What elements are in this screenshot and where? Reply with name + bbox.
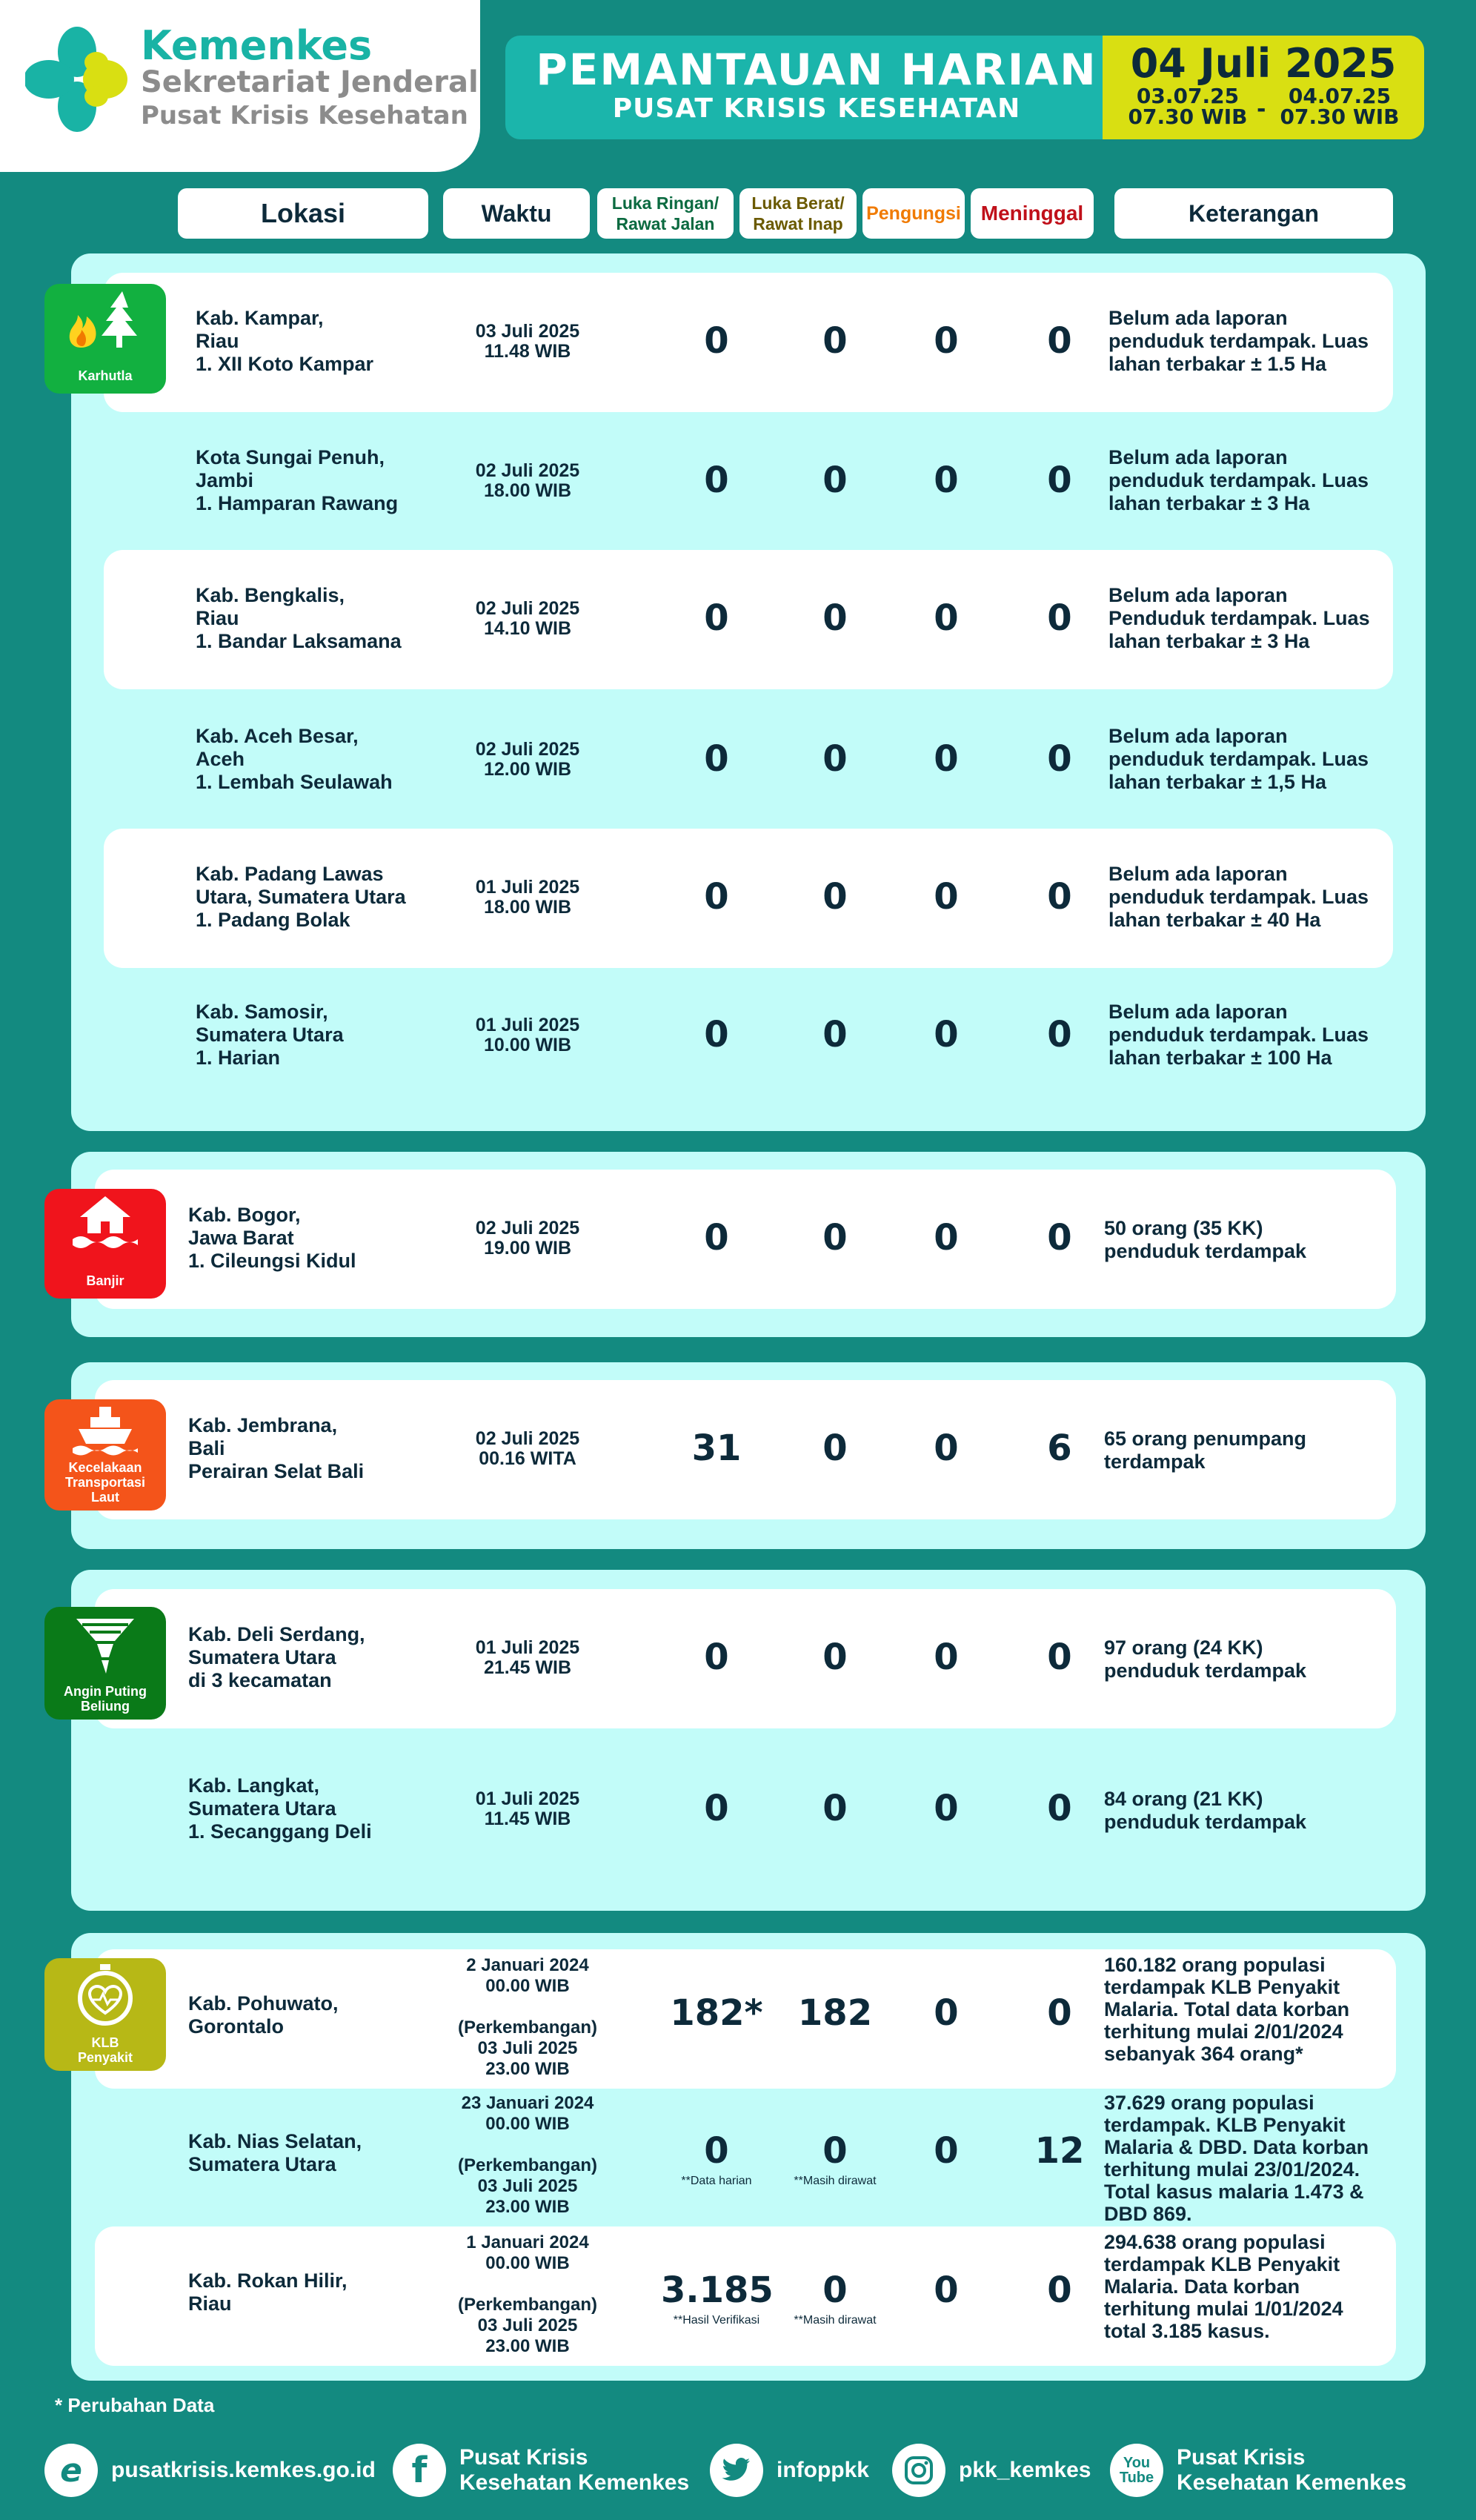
column-header-pengungsi: Pengungsi xyxy=(862,188,965,239)
value-pengungsi: 0 xyxy=(934,1637,959,1678)
column-header-luka-berat: Luka Berat/ Rawat Inap xyxy=(739,188,857,239)
org-line3: Pusat Krisis Kesehatan xyxy=(141,101,468,130)
row-location: Kab. Jembrana, Bali Perairan Selat Bali xyxy=(188,1414,365,1482)
footnote: * Perubahan Data xyxy=(55,2394,215,2416)
value-luka-berat: 0 xyxy=(822,1217,848,1259)
incident-section xyxy=(71,1152,1426,1337)
footer-twitter-text: infoppkk xyxy=(777,2458,869,2482)
value-luka-ringan: 0 xyxy=(704,1217,729,1259)
logo-panel xyxy=(0,0,480,172)
category-badge xyxy=(44,284,166,394)
row-time: 02 Juli 2025 00.16 WITA xyxy=(475,1428,580,1469)
category-badge xyxy=(44,1189,166,1299)
value-luka-berat: 0 xyxy=(822,320,848,362)
title-banner xyxy=(505,36,1424,139)
row-keterangan: Belum ada laporan penduduk terdampak. Luas lahan terbakar ± 100 Ha xyxy=(1108,1001,1369,1069)
footer-instagram-text: pkk_kemkes xyxy=(959,2458,1091,2482)
category-badge xyxy=(44,1607,166,1720)
value-pengungsi: 0 xyxy=(934,1014,959,1055)
category-label: Karhutla xyxy=(78,368,133,383)
table-row xyxy=(104,412,1393,551)
column-header-meninggal: Meninggal xyxy=(971,188,1094,239)
row-time: 02 Juli 2025 19.00 WIB xyxy=(475,1218,580,1259)
row-time: 02 Juli 2025 14.10 WIB xyxy=(475,598,580,639)
value-luka-berat: 0 xyxy=(822,1014,848,1055)
value-luka-berat: 0 xyxy=(822,2269,848,2311)
row-time: 01 Juli 2025 10.00 WIB xyxy=(475,1015,580,1055)
value-luka-ringan: 0 xyxy=(704,320,729,362)
ship-accident-icon xyxy=(44,1404,166,1459)
value-pengungsi: 0 xyxy=(934,320,959,362)
row-location: Kab. Bengkalis, Riau 1. Bandar Laksamana xyxy=(196,584,402,652)
instagram-icon xyxy=(892,2444,945,2497)
range-from: 03.07.25 07.30 WIB xyxy=(1128,84,1248,129)
row-time: 02 Juli 2025 12.00 WIB xyxy=(475,739,580,780)
value-meninggal: 0 xyxy=(1047,460,1072,501)
value-pengungsi: 0 xyxy=(934,738,959,780)
row-time: 01 Juli 2025 11.45 WIB xyxy=(475,1788,580,1829)
page-subtitle: PUSAT KRISIS KESEHATAN xyxy=(612,93,1021,124)
org-name: Kemenkes xyxy=(141,22,373,69)
value-luka-ringan: 182* xyxy=(670,1992,763,2034)
row-location: Kab. Kampar, Riau 1. XII Koto Kampar xyxy=(196,307,374,375)
category-label: Angin Puting Beliung xyxy=(64,1684,147,1714)
value-luka-ringan: 0 xyxy=(704,738,729,780)
value-meninggal: 0 xyxy=(1047,1992,1072,2034)
row-location: Kab. Rokan Hilir, Riau xyxy=(188,2269,348,2315)
category-label: Banjir xyxy=(86,1273,124,1288)
table-row xyxy=(95,2226,1396,2366)
value-pengungsi: 0 xyxy=(934,2269,959,2311)
value-luka-berat: 0 xyxy=(822,876,848,918)
value-pengungsi: 0 xyxy=(934,2130,959,2172)
value-meninggal: 0 xyxy=(1047,1788,1072,1829)
row-keterangan: Belum ada laporan penduduk terdampak. Luas lahan terbakar ± 1,5 Ha xyxy=(1108,725,1369,793)
value-luka-berat: 0 xyxy=(822,1788,848,1829)
value-luka-ringan: 0 xyxy=(704,1637,729,1678)
value-pengungsi: 0 xyxy=(934,1992,959,2034)
value-luka-berat: 0 xyxy=(822,597,848,639)
column-header-luka-ringan: Luka Ringan/ Rawat Jalan xyxy=(597,188,734,239)
row-keterangan: Belum ada laporan penduduk terdampak. Luas lahan terbakar ± 40 Ha xyxy=(1108,863,1369,931)
value-luka-berat: 0 xyxy=(822,460,848,501)
range-to: 04.07.25 07.30 WIB xyxy=(1280,84,1400,129)
row-keterangan: 65 orang penumpang terdampak xyxy=(1104,1428,1307,1473)
row-location: Kab. Pohuwato, Gorontalo xyxy=(188,1992,339,2037)
row-keterangan: Belum ada laporan penduduk terdampak. Luas lahan terbakar ± 1.5 Ha xyxy=(1108,307,1369,375)
table-row xyxy=(95,2087,1396,2226)
row-location: Kab. Padang Lawas Utara, Sumatera Utara 1. Padang Bolak xyxy=(196,863,406,931)
value-meninggal: 6 xyxy=(1047,1428,1072,1469)
footer-instagram[interactable] xyxy=(892,2430,1091,2511)
forest-fire-icon xyxy=(44,288,166,355)
value-luka-ringan: 3.185 xyxy=(661,2269,774,2311)
value-luka-ringan: 0 xyxy=(704,460,729,501)
value-luka-berat: 0 xyxy=(822,1637,848,1678)
row-location: Kab. Bogor, Jawa Barat 1. Cileungsi Kidul xyxy=(188,1204,356,1272)
note-luka-berat: **Masih dirawat xyxy=(794,2314,877,2327)
value-luka-ringan: 0 xyxy=(704,1014,729,1055)
value-pengungsi: 0 xyxy=(934,460,959,501)
tornado-icon xyxy=(44,1611,166,1681)
footer-youtube-text: Pusat Krisis Kesehatan Kemenkes xyxy=(1177,2445,1407,2495)
category-label: KLB Penyakit xyxy=(77,2035,133,2065)
table-row xyxy=(95,1740,1396,1880)
row-time: 03 Juli 2025 11.48 WIB xyxy=(475,321,580,362)
value-meninggal: 12 xyxy=(1034,2130,1085,2172)
twitter-icon xyxy=(710,2444,763,2497)
row-time: 1 Januari 2024 00.00 WIB (Perkembangan) 03 Juli 2025 23.00 WIB xyxy=(457,2232,598,2356)
table-row xyxy=(104,550,1393,689)
category-badge xyxy=(44,1399,166,1511)
column-header-lokasi: Lokasi xyxy=(178,188,428,239)
table-row xyxy=(104,691,1393,830)
value-meninggal: 0 xyxy=(1047,1637,1072,1678)
value-meninggal: 0 xyxy=(1047,1217,1072,1259)
value-meninggal: 0 xyxy=(1047,320,1072,362)
value-luka-berat: 0 xyxy=(822,2130,848,2172)
table-row xyxy=(104,829,1393,968)
row-keterangan: Belum ada laporan Penduduk terdampak. Luas lahan terbakar ± 3 Ha xyxy=(1108,584,1370,652)
row-keterangan: 160.182 orang populasi terdampak KLB Penyakit Malaria. Total data korban terhitung mulai 2/01/2024 sebanyak 364 orang* xyxy=(1104,1954,1350,2065)
flood-house-icon xyxy=(44,1193,166,1256)
category-badge xyxy=(44,1958,166,2071)
table-row xyxy=(95,1949,1396,2089)
row-time: 2 Januari 2024 00.00 WIB (Perkembangan) 03 Juli 2025 23.00 WIB xyxy=(457,1955,598,2079)
footer-website[interactable] xyxy=(44,2430,376,2511)
table-row xyxy=(95,1589,1396,1728)
value-luka-berat: 0 xyxy=(822,738,848,780)
value-luka-ringan: 31 xyxy=(691,1428,742,1469)
value-meninggal: 0 xyxy=(1047,738,1072,780)
row-location: Kab. Nias Selatan, Sumatera Utara xyxy=(188,2130,362,2175)
footer-facebook[interactable] xyxy=(393,2430,689,2511)
row-location: Kota Sungai Penuh, Jambi 1. Hamparan Rawang xyxy=(196,446,399,514)
value-pengungsi: 0 xyxy=(934,1217,959,1259)
value-luka-berat: 0 xyxy=(822,1428,848,1469)
value-luka-ringan: 0 xyxy=(704,597,729,639)
value-pengungsi: 0 xyxy=(934,876,959,918)
range-separator: - xyxy=(1257,96,1266,122)
row-time: 01 Juli 2025 21.45 WIB xyxy=(475,1637,580,1678)
value-meninggal: 0 xyxy=(1047,2269,1072,2311)
table-row xyxy=(104,966,1393,1106)
value-luka-ringan: 0 xyxy=(704,2130,729,2172)
note-luka-ringan: **Data harian xyxy=(681,2175,752,2187)
note-luka-berat: **Masih dirawat xyxy=(794,2175,877,2187)
value-luka-ringan: 0 xyxy=(704,1788,729,1829)
value-pengungsi: 0 xyxy=(934,597,959,639)
footer-website-text: pusatkrisis.kemkes.go.id xyxy=(111,2458,376,2482)
value-meninggal: 0 xyxy=(1047,876,1072,918)
page-title: PEMANTAUAN HARIAN xyxy=(536,44,1097,95)
row-keterangan: 294.638 orang populasi terdampak KLB Penyakit Malaria. Data korban terhitung mulai 1/01/2024 total 3.185 kasus. xyxy=(1104,2231,1343,2342)
youtube-icon: You Tube xyxy=(1110,2444,1163,2497)
column-header-waktu: Waktu xyxy=(443,188,590,239)
value-meninggal: 0 xyxy=(1047,597,1072,639)
heart-stopwatch-icon xyxy=(44,1963,166,2032)
incident-section xyxy=(71,1362,1426,1549)
value-pengungsi: 0 xyxy=(934,1428,959,1469)
value-luka-ringan: 0 xyxy=(704,876,729,918)
footer-youtube[interactable] xyxy=(1110,2430,1406,2511)
row-keterangan: 84 orang (21 KK) penduduk terdampak xyxy=(1104,1788,1307,1833)
footer-facebook-text: Pusat Krisis Kesehatan Kemenkes xyxy=(459,2445,690,2495)
column-header-keterangan: Keterangan xyxy=(1114,188,1393,239)
row-keterangan: Belum ada laporan penduduk terdampak. Luas lahan terbakar ± 3 Ha xyxy=(1108,446,1369,514)
row-keterangan: 50 orang (35 KK) penduduk terdampak xyxy=(1104,1217,1307,1262)
value-pengungsi: 0 xyxy=(934,1788,959,1829)
row-location: Kab. Aceh Besar, Aceh 1. Lembah Seulawah xyxy=(196,725,393,793)
incident-section xyxy=(71,1933,1426,2381)
row-time: 02 Juli 2025 18.00 WIB xyxy=(475,460,580,501)
row-time: 23 Januari 2024 00.00 WIB (Perkembangan) 03 Juli 2025 23.00 WIB xyxy=(457,2093,598,2217)
incident-section xyxy=(71,253,1426,1131)
org-line2: Sekretariat Jenderal xyxy=(141,65,479,99)
row-location: Kab. Deli Serdang, Sumatera Utara di 3 kecamatan xyxy=(188,1623,365,1691)
row-keterangan: 37.629 orang populasi terdampak. KLB Penyakit Malaria & DBD. Data korban terhitung mulai 23/01/2024. Total kasus malaria 1.473 & DBD 869. xyxy=(1104,2092,1369,2225)
table-row xyxy=(104,273,1393,412)
incident-section xyxy=(71,1570,1426,1911)
value-luka-berat: 182 xyxy=(797,1992,873,2034)
facebook-icon: f xyxy=(393,2444,446,2497)
report-date: 04 Juli 2025 xyxy=(1130,40,1397,87)
date-panel xyxy=(1103,36,1424,139)
row-location: Kab. Langkat, Sumatera Utara 1. Secanggang Deli xyxy=(188,1774,372,1843)
kemenkes-logo-icon xyxy=(25,24,129,135)
value-meninggal: 0 xyxy=(1047,1014,1072,1055)
category-label: Kecelakaan Transportasi Laut xyxy=(64,1460,146,1505)
table-row xyxy=(95,1170,1396,1309)
footer-twitter[interactable] xyxy=(710,2430,869,2511)
web-e-icon: e xyxy=(44,2444,98,2497)
note-luka-ringan: **Hasil Verifikasi xyxy=(673,2314,760,2327)
row-time: 01 Juli 2025 18.00 WIB xyxy=(475,877,580,918)
row-keterangan: 97 orang (24 KK) penduduk terdampak xyxy=(1104,1637,1307,1682)
table-row xyxy=(95,1380,1396,1519)
row-location: Kab. Samosir, Sumatera Utara 1. Harian xyxy=(196,1001,344,1069)
